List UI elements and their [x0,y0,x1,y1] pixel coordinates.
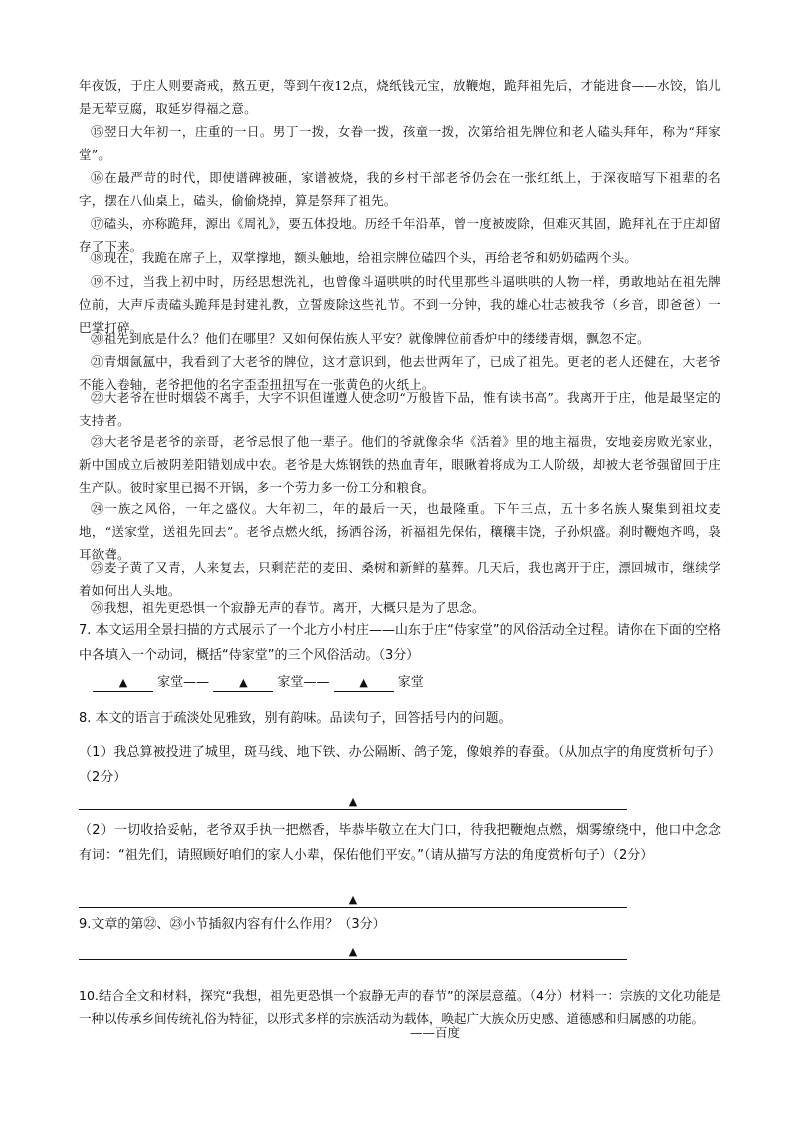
paragraph-26: ㉖我想，祖先更恐惧一个寂静无声的春节。离开，大概只是为了思念。 [91,600,485,615]
material-source: ——百度 [410,1025,461,1040]
paragraph-16: ⑯在最严苛的时代，即使谱碑被砸，家谱被烧，我的乡村干部老爷仍会在一张红纸上，于深夜暗写下祖辈的名字，摆在八仙桌上，磕头，偷偷烧掉，算是祭拜了祖先。 [79,170,721,208]
paragraph-19: ⑲不过，当我上初中时，历经思想洗礼，也曾像斗逼哄哄的时代里那些斗逼哄哄的人物一样，勇敢地站在祖先牌位前，大声斥责磕头跪拜是封建礼教，立誓废除这些礼节。不到一分钟，我的雄心壮志被我爷（乡音，即爸爸）一巴掌打碎。 [79,274,721,335]
question-8-intro: 8. 本文的语言于疏淡处见雅致，别有韵味。品读句子，回答括号内的问题。 [79,711,512,726]
paragraph-25: ㉕麦子黄了又青，人来复去，只剩茫茫的麦田、桑树和新鲜的墓葬。几天后，我也离开于庄，漂回城市，继续学着如何出人头地。 [79,560,721,598]
answer-blank-2[interactable]: ▲ [213,675,273,692]
question-9: 9.文章的第㉒、㉓小节插叙内容有什么作用？（3分） [79,917,386,932]
answer-line-9[interactable]: ▲ [79,945,627,960]
paragraph-24: ㉔一族之风俗，一年之盛仪。大年初二，年的最后一天，也最隆重。下午三点，五十多名族人聚集到祖坟麦地，“送家堂，送祖先回去”。老爷点燃火纸，扬洒谷汤，祈福祖先保佑，穰穰丰饶，子孙炽盛。刹时鞭炮齐鸣，袅耳欲聋。 [79,501,721,562]
question-7-blanks [93,672,424,694]
answer-line-8-2[interactable]: ▲ [79,893,627,908]
paragraph-17: ⑰磕头，亦称跪拜，源出《周礼》，要五体投地。历经千年沿革，曾一度被废除，但难灭其固，跪拜礼在于庄却留存了下来。 [79,216,721,254]
blank-suffix-2: 家堂 [277,675,304,690]
paragraph-21: ㉑青烟氤氲中，我看到了大老爷的牌位，这才意识到，他去世两年了，已成了祖先。更老的老人还健在，大老爷不能入卷轴，老爷把他的名字歪歪扭扭写在一张黄色的火纸上。 [79,354,721,392]
paragraph-20: ⑳祖先到底是什么？他们在哪里？又如何保佑族人平安？就像牌位前香炉中的缕缕青烟，飘忽不定。 [91,331,650,346]
question-8-sub-2: （2）一切收拾妥帖，老爷双手执一把燃香，毕恭毕敬立在大门口，待我把鞭炮点燃，烟雾缭绕中，他口中念念有词：“祖先们，请照顾好咱们的家人小辈，保佑他们平安。”（请从描写方法的角度赏析句子）（2分） [79,823,721,863]
paragraph-15: ⑮翌日大年初一，庄重的一日。男丁一拨，女眷一拨，孩童一拨，次第给祖先牌位和老人磕头拜年，称为“拜家堂”。 [79,124,721,162]
paragraph-23: ㉓大老爷是老爷的亲哥，老爷忌恨了他一辈子。他们的爷就像余华《活着》里的地主福贵，安地妾房败光家业，新中国成立后被阴差阳错划成中农。老爷是大炼钢铁的热血青年，眼瞅着将成为工人阶级，却被大老爷强留回于庄生产队。彼时家里已揭不开锅，多一个劳力多一份工分和粮食。 [79,434,721,495]
question-7: 7. 本文运用全景扫描的方式展示了一个北方小村庄——山东于庄“侍家堂”的风俗活动全过程。请你在下面的空格中各填入一个动词，概括“侍家堂”的三个风俗活动。（3分） [79,623,721,663]
paragraph-22: ㉒大老爷在世时烟袋不离手，大字不识但谨遵人使念叨“万般皆下品，惟有读书高”。我离开于庄，他是最坚定的支持者。 [79,390,721,428]
question-8-sub-1: （1）我总算被投进了城里，斑马线、地下铁、办公隔断、鸽子笼，像娘养的春蚕。（从加点字的角度赏析句子）（2分） [79,745,721,785]
question-10: 10.结合全文和材料，探究“我想，祖先更恐惧一个寂静无声的春节”的深层意蕴。（4分）材料一：宗族的文化功能是一种以传承乡间传统礼俗为特征，以形式多样的宗族活动为载体，唤起广大族众历史感、道德感和归属感的功能。 [79,988,721,1026]
paragraph-18: ⑱现在，我跪在席子上，双掌撑地，额头触地，给祖宗牌位磕四个头，再给老爷和奶奶磕两个头。 [91,250,638,265]
blank-suffix-3: 家堂 [397,675,424,690]
blank-suffix-1: 家堂 [157,675,184,690]
answer-blank-1[interactable]: ▲ [93,675,153,692]
answer-line-8-1[interactable]: ▲ [79,795,627,810]
paragraph-14-end: 年夜饭，于庄人则要斋戒，熬五更，等到午夜12点，烧纸钱元宝，放鞭炮，跪拜祖先后，才能进食——水饺，馅儿是无荤豆腐，取延岁得福之意。 [79,78,721,116]
answer-blank-3[interactable]: ▲ [334,675,394,692]
dash-1: —— [183,675,210,690]
dash-2: —— [303,675,330,690]
